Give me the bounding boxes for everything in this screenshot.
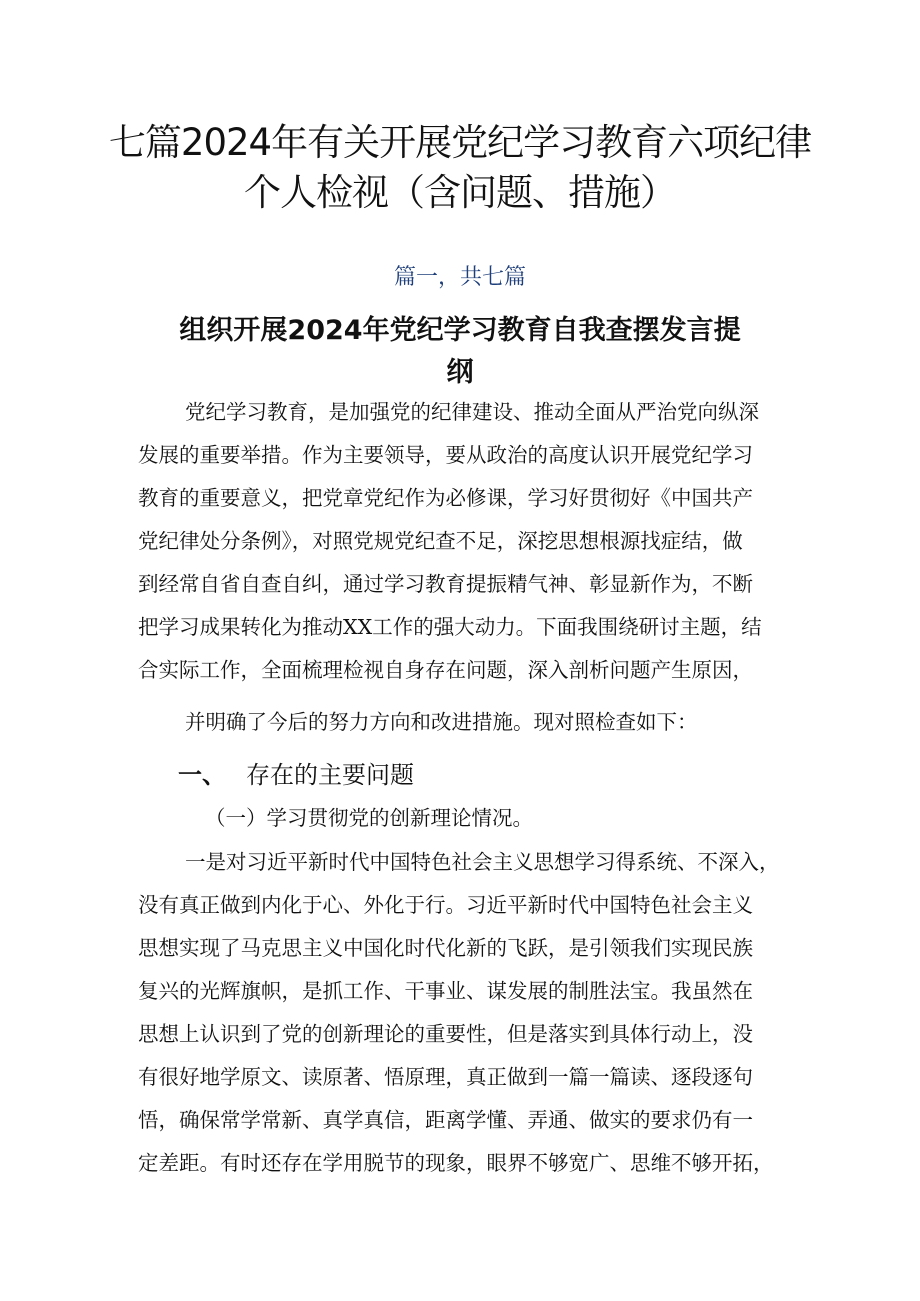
intro-line: 发展的重要举措。作为主要领导，要从政治的高度认识开展党纪学习: [138, 443, 753, 467]
intro-line: 教育的重要意义，把党章党纪作为必修课，学习好贯彻好《中国共产: [138, 486, 753, 510]
intro-line: 合实际工作，全面梳理检视自身存在问题，深入剖析问题产生原因，: [138, 658, 753, 682]
intro-line: 党纪律处分条例》，对照党规党纪查不足，深挖思想根源找症结，做: [138, 529, 743, 553]
body-line: 悟，确保常学常新、真学真信，距离学懂、弄通、做实的要求仍有一: [138, 1108, 753, 1132]
intro-line: 党纪学习教育，是加强党的纪律建设、推动全面从严治党向纵深: [185, 400, 759, 424]
subsection-heading: （一）学习贯彻党的创新理论情况。: [205, 806, 533, 830]
intro-line: 把学习成果转化为推动XX工作的强大动力。下面我围绕研讨主题，结: [138, 615, 762, 639]
body-line: 有很好地学原文、读原著、悟原理，真正做到一篇一篇读、逐段逐句: [138, 1065, 753, 1089]
document-title-line-2: 个人检视（含问题、措施）: [244, 171, 676, 214]
intro-line: 到经常自省自查自纠，通过学习教育提振精气神、彰显新作为，不断: [138, 572, 753, 596]
body-line: 复兴的光辉旗帜，是抓工作、干事业、谋发展的制胜法宝。我虽然在: [138, 979, 753, 1003]
section-title: 存在的主要问题: [246, 761, 414, 789]
section-number: 一、: [178, 761, 226, 789]
article-heading-line-2: 纲: [446, 357, 474, 388]
body-line: 思想上认识到了党的创新理论的重要性，但是落实到具体行动上，没: [138, 1022, 753, 1046]
part-subtitle: 篇一，共七篇: [393, 265, 526, 290]
article-heading-line-1: 组织开展2024年党纪学习教育自我查摆发言提: [179, 315, 741, 346]
body-line: 定差距。有时还存在学用脱节的现象，眼界不够宽广、思维不够开拓，: [138, 1151, 774, 1175]
intro-line: 并明确了今后的努力方向和改进措施。现对照检查如下：: [185, 710, 698, 734]
body-line: 思想实现了马克思主义中国化时代化新的飞跃，是引领我们实现民族: [138, 936, 753, 960]
document-title-line-1: 七篇2024年有关开展党纪学习教育六项纪律: [108, 121, 812, 164]
section-heading: [178, 755, 414, 790]
body-line: 一是对习近平新时代中国特色社会主义思想学习得系统、不深入，: [185, 850, 780, 874]
body-line: 没有真正做到内化于心、外化于行。习近平新时代中国特色社会主义: [138, 893, 753, 917]
